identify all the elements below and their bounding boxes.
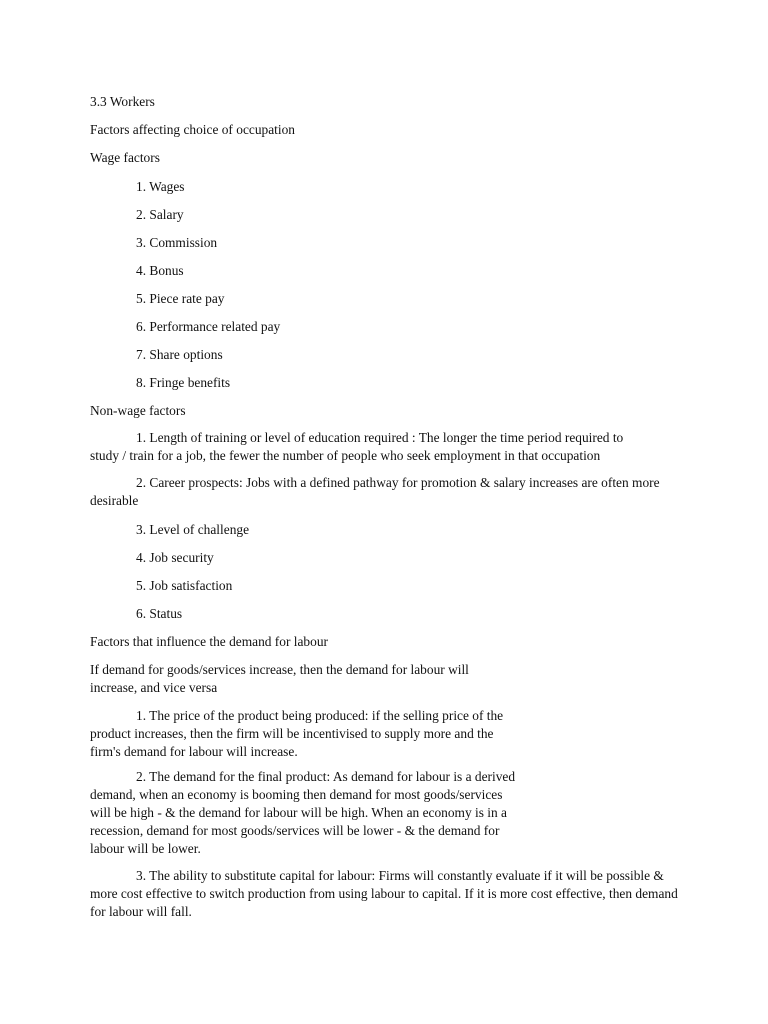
demand-item: 1. The price of the product being produced: if the selling price of the product increases, then the firm will be incentivised to supply more and the firm's demand for labour will increase. (90, 708, 504, 759)
non-wage-item: 4. Job security (136, 550, 214, 565)
occupation-subheading: Factors affecting choice of occupation (90, 122, 295, 137)
non-wage-item: 5. Job satisfaction (136, 578, 233, 593)
demand-for-labour-heading: Factors that influence the demand for labour (90, 634, 328, 649)
section-heading: 3.3 Workers (90, 94, 155, 109)
non-wage-item: 3. Level of challenge (136, 522, 250, 537)
wage-item: 2. Salary (136, 207, 184, 222)
non-wage-factors-heading: Non-wage factors (90, 403, 186, 418)
wage-item: 8. Fringe benefits (136, 375, 231, 390)
non-wage-item: 2. Career prospects: Jobs with a defined pathway for promotion & salary increases are often more desirable (90, 475, 660, 508)
wage-item: 3. Commission (136, 235, 218, 250)
wage-item: 1. Wages (136, 179, 185, 194)
wage-item: 4. Bonus (136, 263, 184, 278)
wage-factors-heading: Wage factors (90, 150, 160, 165)
demand-intro: If demand for goods/services increase, then the demand for labour will increase, and vice versa (90, 662, 469, 695)
non-wage-item: 6. Status (136, 606, 183, 621)
wage-item: 7. Share options (136, 347, 223, 362)
demand-item: 2. The demand for the final product: As demand for labour is a derived demand, when an economy is booming then demand for most goods/services will be high - & the demand for labour will be high. When an economy is in a recession, demand for most goods/services will be lower - & the demand for labour will be lower. (90, 769, 516, 856)
non-wage-item: 1. Length of training or level of education required : The longer the time period required to study / train for a job, the fewer the number of people who seek employment in that occupation (90, 430, 624, 463)
demand-item: 3. The ability to substitute capital for labour: Firms will constantly evaluate if it will be possible & more cost effective to switch production from using labour to capital. If it is more cost effective, then demand for labour will fall. (90, 868, 678, 919)
wage-item: 5. Piece rate pay (136, 291, 225, 306)
wage-item: 6. Performance related pay (136, 319, 281, 334)
